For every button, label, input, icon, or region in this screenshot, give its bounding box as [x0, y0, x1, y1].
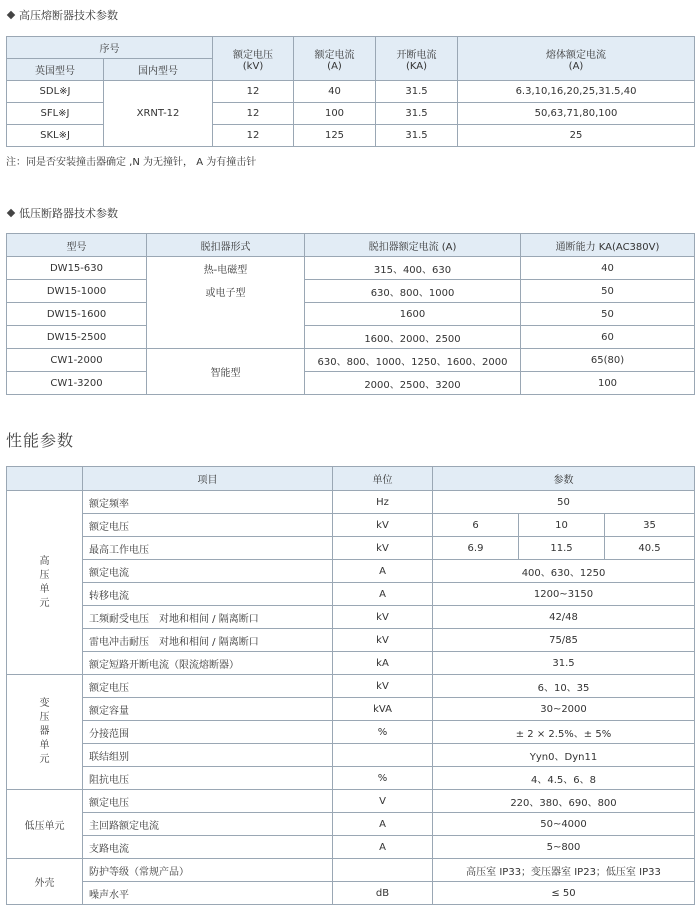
value-cell: 40.5 [605, 537, 695, 560]
item-cell: 额定频率 [83, 491, 333, 514]
header-rated-voltage: 额定电压 (kV) [213, 37, 294, 81]
value-cell: Yyn0、Dyn11 [433, 744, 695, 767]
melt-cell: 25 [458, 125, 695, 147]
item-cell: 额定电压 [83, 514, 333, 537]
table-row [7, 790, 695, 813]
unit-cell: kA [333, 652, 433, 675]
current-cell: 125 [294, 125, 376, 147]
table-row [7, 349, 695, 372]
uk-model-cell: SKL※J [7, 125, 104, 147]
item-cell: 噪声水平 [83, 882, 333, 905]
item-cell: 阻抗电压 [83, 767, 333, 790]
diamond-bullet-icon [7, 11, 15, 19]
unit-cell: % [333, 721, 433, 744]
release-type-cell: 智能型 [147, 349, 305, 395]
unit-cell: kV [333, 514, 433, 537]
unit-cell [333, 744, 433, 767]
voltage-cell: 12 [213, 81, 294, 103]
voltage-cell: 12 [213, 125, 294, 147]
capacity-cell: 60 [521, 326, 695, 349]
release-type-cell [147, 326, 305, 349]
item-cell: 工频耐受电压 对地和相间 / 隔离断口 [83, 606, 333, 629]
value-cell: 1200~3150 [433, 583, 695, 606]
release-current-cell: 630、800、1000、1250、1600、2000 [305, 349, 521, 372]
table-row [7, 836, 695, 859]
header-param: 参数 [433, 467, 695, 491]
unit-cell: kV [333, 629, 433, 652]
item-cell: 防护等级（常规产品） [83, 859, 333, 882]
value-cell: 6.9 [433, 537, 519, 560]
performance-title: 性能参数 [6, 431, 75, 450]
unit-cell [333, 859, 433, 882]
value-cell: ≤ 50 [433, 882, 695, 905]
table-row [7, 537, 695, 560]
item-cell: 额定电压 [83, 675, 333, 698]
hv-fuse-note: 注：同是否安装撞击器确定 ,N 为无撞针， A 为有撞击针 [6, 157, 257, 168]
header-blank [7, 467, 83, 491]
release-current-cell: 315、400、630 [305, 257, 521, 280]
value-cell: 75/85 [433, 629, 695, 652]
melt-cell: 6.3,10,16,20,25,31.5,40 [458, 81, 695, 103]
value-cell: 35 [605, 514, 695, 537]
table-row [7, 372, 695, 395]
header-release-type: 脱扣器形式 [147, 234, 305, 257]
unit-cell: V [333, 790, 433, 813]
item-cell: 支路电流 [83, 836, 333, 859]
breaking-cell: 31.5 [376, 125, 458, 147]
table-row [7, 514, 695, 537]
table-row [7, 813, 695, 836]
capacity-cell: 50 [521, 280, 695, 303]
cn-model-cell: XRNT-12 [104, 81, 213, 147]
table-row [7, 583, 695, 606]
value-cell: 31.5 [433, 652, 695, 675]
breaking-cell: 31.5 [376, 81, 458, 103]
model-cell: DW15-630 [7, 257, 147, 280]
header-melt-current: 熔体额定电流 (A) [458, 37, 695, 81]
voltage-cell: 12 [213, 103, 294, 125]
header-model: 型号 [7, 234, 147, 257]
group-hv: 高压单元 [7, 491, 83, 675]
table-row [7, 81, 695, 103]
table-row [7, 675, 695, 698]
item-cell: 最高工作电压 [83, 537, 333, 560]
header-breaking-capacity: 通断能力 KA(AC380V) [521, 234, 695, 257]
capacity-cell: 65(80) [521, 349, 695, 372]
value-cell: 42/48 [433, 606, 695, 629]
capacity-cell: 100 [521, 372, 695, 395]
item-cell: 转移电流 [83, 583, 333, 606]
value-cell: 50 [433, 491, 695, 514]
header-cn-model: 国内型号 [104, 59, 213, 81]
value-cell: 高压室 IP33；变压器室 IP23；低压室 IP33 [433, 859, 695, 882]
model-cell: CW1-3200 [7, 372, 147, 395]
unit-cell: A [333, 836, 433, 859]
value-cell: 10 [519, 514, 605, 537]
unit-cell: A [333, 560, 433, 583]
unit-cell: A [333, 583, 433, 606]
release-current-cell: 1600 [305, 303, 521, 326]
header-item: 项目 [83, 467, 333, 491]
header-seq: 序号 [7, 37, 213, 59]
table-row [7, 491, 695, 514]
release-type-cell [147, 303, 305, 326]
value-cell: ± 2 × 2.5%、± 5% [433, 721, 695, 744]
unit-cell: kV [333, 675, 433, 698]
table-row [7, 652, 695, 675]
release-current-cell: 1600、2000、2500 [305, 326, 521, 349]
model-cell: CW1-2000 [7, 349, 147, 372]
release-type-cell: 或电子型 [147, 280, 305, 303]
item-cell: 分接范围 [83, 721, 333, 744]
melt-cell: 50,63,71,80,100 [458, 103, 695, 125]
value-cell: 6、10、35 [433, 675, 695, 698]
value-cell: 30~2000 [433, 698, 695, 721]
diamond-bullet-icon [7, 209, 15, 217]
table-row [7, 721, 695, 744]
release-current-cell: 630、800、1000 [305, 280, 521, 303]
hv-fuse-title-text: 高压熔断器技术参数 [19, 9, 118, 22]
unit-cell: % [333, 767, 433, 790]
table-row [7, 882, 695, 905]
table-row [7, 560, 695, 583]
value-cell: 220、380、690、800 [433, 790, 695, 813]
release-current-cell: 2000、2500、3200 [305, 372, 521, 395]
model-cell: DW15-1600 [7, 303, 147, 326]
hv-fuse-table [6, 36, 695, 147]
value-cell: 400、630、1250 [433, 560, 695, 583]
value-cell: 11.5 [519, 537, 605, 560]
value-cell: 6 [433, 514, 519, 537]
item-cell: 雷电冲击耐压 对地和相间 / 隔离断口 [83, 629, 333, 652]
header-release-current: 脱扣器额定电流 (A) [305, 234, 521, 257]
group-transformer: 变压器单元 [7, 675, 83, 790]
table-row [7, 326, 695, 349]
current-cell: 100 [294, 103, 376, 125]
group-shell: 外壳 [7, 859, 83, 905]
table-row [7, 767, 695, 790]
lv-breaker-section-title [6, 205, 118, 221]
table-row [7, 606, 695, 629]
value-cell: 50~4000 [433, 813, 695, 836]
model-cell: DW15-2500 [7, 326, 147, 349]
item-cell: 额定容量 [83, 698, 333, 721]
table-row [7, 303, 695, 326]
header-breaking-current: 开断电流 (KA) [376, 37, 458, 81]
item-cell: 额定电压 [83, 790, 333, 813]
item-cell: 联结组别 [83, 744, 333, 767]
header-uk-model: 英国型号 [7, 59, 104, 81]
table-row [7, 257, 695, 280]
capacity-cell: 40 [521, 257, 695, 280]
lv-breaker-title-text: 低压断路器技术参数 [19, 207, 118, 220]
hv-fuse-section-title [6, 7, 118, 23]
unit-cell: dB [333, 882, 433, 905]
uk-model-cell: SFL※J [7, 103, 104, 125]
unit-cell: A [333, 813, 433, 836]
header-rated-current: 额定电流 (A) [294, 37, 376, 81]
performance-table [6, 466, 695, 905]
value-cell: 5~800 [433, 836, 695, 859]
lv-breaker-table [6, 233, 695, 395]
group-lv: 低压单元 [7, 790, 83, 859]
item-cell: 主回路额定电流 [83, 813, 333, 836]
header-unit: 单位 [333, 467, 433, 491]
unit-cell: kVA [333, 698, 433, 721]
item-cell: 额定电流 [83, 560, 333, 583]
uk-model-cell: SDL※J [7, 81, 104, 103]
table-row [7, 744, 695, 767]
unit-cell: kV [333, 537, 433, 560]
unit-cell: Hz [333, 491, 433, 514]
table-row [7, 280, 695, 303]
breaking-cell: 31.5 [376, 103, 458, 125]
unit-cell: kV [333, 606, 433, 629]
table-row [7, 698, 695, 721]
value-cell: 4、4.5、6、8 [433, 767, 695, 790]
table-row [7, 629, 695, 652]
table-row [7, 859, 695, 882]
item-cell: 额定短路开断电流（限流熔断器） [83, 652, 333, 675]
release-type-cell: 热-电磁型 [147, 257, 305, 280]
model-cell: DW15-1000 [7, 280, 147, 303]
capacity-cell: 50 [521, 303, 695, 326]
current-cell: 40 [294, 81, 376, 103]
